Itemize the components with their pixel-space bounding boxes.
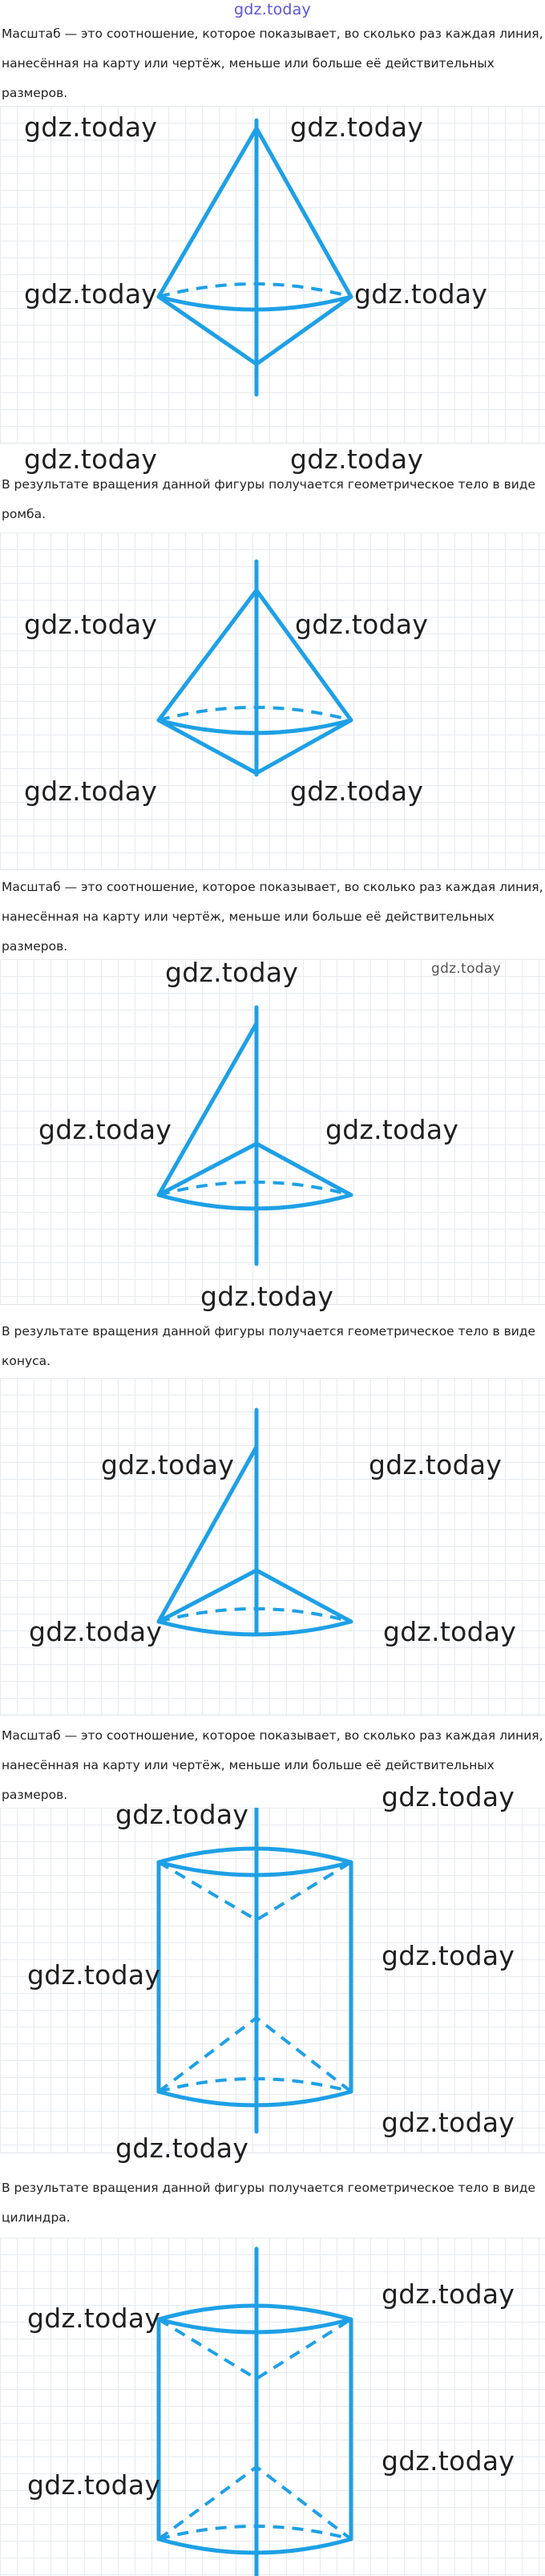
scale-definition-text-3: Масштаб — это соотношение, которое показывает, во сколько раз каждая линия, нанесённая на карту или чертёж, меньше или больше её действительных размеров.: [2, 1728, 543, 1802]
figure-cone-1: [0, 957, 545, 1312]
watermark: gdz.today: [38, 1114, 172, 1145]
watermark: gdz.today: [24, 609, 158, 640]
answer-cylinder-text: В результате вращения данной фигуры получается геометрическое тело в виде цилиндра.: [2, 2181, 536, 2225]
watermark: gdz.today: [382, 2278, 515, 2310]
double-cone-drawing: [0, 106, 545, 443]
watermark: gdz.today: [354, 278, 488, 310]
watermark: gdz.today: [29, 1616, 163, 1647]
watermark-small: gdz.today: [431, 961, 501, 977]
scale-definition-text-2: Масштаб — это соотношение, которое показывает, во сколько раз каждая линия, нанесённая на карту или чертёж, меньше или больше её действительных размеров.: [2, 880, 543, 954]
watermark: gdz.today: [24, 444, 158, 475]
watermark: gdz.today: [200, 1281, 334, 1312]
watermark: gdz.today: [115, 2132, 249, 2164]
watermark: gdz.today: [290, 111, 424, 143]
watermark: gdz.today: [382, 1781, 515, 1813]
site-header: [0, 0, 545, 21]
figure-cone-2: [0, 1378, 545, 1715]
watermark: gdz.today: [101, 1449, 235, 1480]
watermark: gdz.today: [295, 609, 429, 640]
answer-cone-text: В результате вращения данной фигуры получается геометрическое тело в виде конуса.: [2, 1324, 536, 1368]
watermark: gdz.today: [115, 1799, 249, 1830]
watermark: gdz.today: [382, 2107, 515, 2138]
watermark: gdz.today: [290, 444, 424, 475]
watermark: gdz.today: [27, 2469, 161, 2501]
cone-drawing: [0, 1378, 545, 1715]
watermark: gdz.today: [383, 1616, 517, 1647]
watermark: gdz.today: [369, 1449, 503, 1480]
figure-double-cone-2: [0, 533, 545, 870]
double-cone-drawing: [0, 533, 545, 869]
watermark: gdz.today: [290, 776, 424, 807]
answer-rhombus-text: В результате вращения данной фигуры получается геометрическое тело в виде ромба.: [2, 477, 536, 521]
watermark: gdz.today: [24, 278, 158, 310]
watermark: gdz.today: [24, 111, 158, 143]
watermark: gdz.today: [27, 2303, 161, 2334]
figure-cylinder-2: [0, 2238, 545, 2576]
watermark: gdz.today: [325, 1114, 459, 1145]
scale-definition-text-1: Масштаб — это соотношение, которое показывает, во сколько раз каждая линия, нанесённая на карту или чертёж, меньше или больше её действительных размеров.: [2, 26, 543, 100]
site-link[interactable]: gdz.today: [234, 1, 311, 18]
figure-cylinder-1: [0, 1781, 545, 2164]
watermark: gdz.today: [382, 2445, 515, 2477]
figure-double-cone-1: [0, 106, 545, 475]
watermark: gdz.today: [24, 776, 158, 807]
watermark: gdz.today: [382, 1940, 515, 1971]
watermark: gdz.today: [165, 957, 299, 988]
watermark: gdz.today: [27, 1959, 161, 1991]
